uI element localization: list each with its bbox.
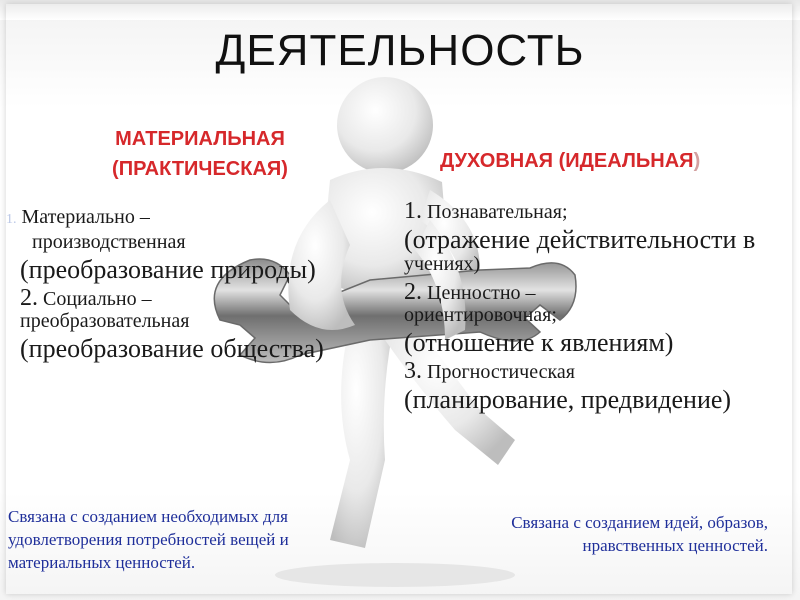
item-text: Материально – [21,206,150,228]
material-item-1-note: (преобразование природы) [20,255,316,284]
spiritual-heading [440,146,790,176]
material-heading-line1: МАТЕРИАЛЬНАЯ [115,128,285,150]
item-text: производственная [32,231,186,253]
material-bottom-note: Связана с созданием необходимых для удовлетворения потребностей вещей и материальных ценностей. [8,507,289,572]
spiritual-list [404,198,794,414]
item-text: Ценностно – [427,282,536,304]
item-number: 2. [20,285,38,311]
material-heading-line2: (ПРАКТИЧЕСКАЯ) [112,158,288,180]
item-text: Социально – [43,288,152,310]
material-list [6,206,386,363]
page-title: ДЕЯТЕЛЬНОСТЬ [215,26,585,75]
spiritual-heading-paren: ) [693,150,701,172]
material-item-2-note: (преобразование общества) [20,334,324,363]
material-item-1 [6,206,386,253]
spiritual-item-2-note: (отношение к явлениям) [404,328,674,357]
spiritual-item-1-note: (отражение действительности в учениях) [404,225,756,275]
spiritual-item-3-note: (планирование, предвидение) [404,385,732,414]
spiritual-item-3 [404,360,794,383]
spiritual-bottom-note: Связана с созданием идей, образов, нравственных ценностей. [511,513,768,555]
item-text: Прогностическая [427,361,575,383]
item-text: Познавательная; [427,201,568,223]
item-number: 1. [6,212,17,227]
item-text: ориентировочная; [404,304,557,326]
material-item-2 [6,287,386,332]
item-number: 2. [404,279,422,305]
material-heading [60,124,340,184]
spiritual-item-2 [404,281,794,326]
spiritual-heading-main: ДУХОВНАЯ (ИДЕАЛЬНАЯ [440,150,694,172]
item-number: 1. [404,198,422,224]
spiritual-item-1 [404,200,794,223]
item-text: преобразовательная [20,310,190,332]
item-number: 3. [404,358,422,384]
